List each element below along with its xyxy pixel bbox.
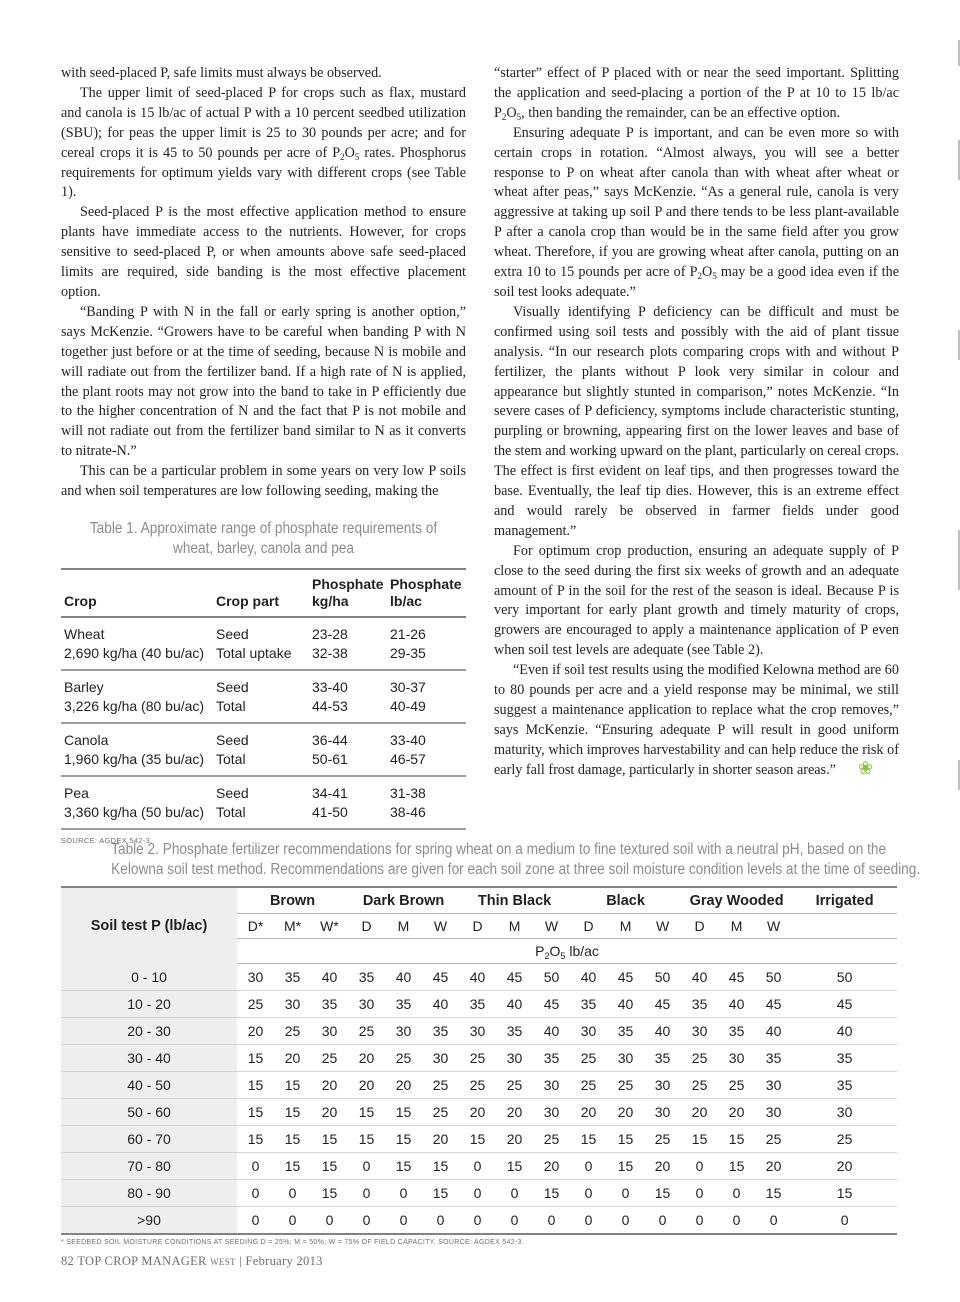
soil-test-range: 20 - 30 xyxy=(61,1018,237,1045)
cell-crop-part xyxy=(213,723,309,776)
rate-cell: 35 xyxy=(533,1045,570,1072)
rate-cell: 0 xyxy=(792,1207,897,1235)
rate-cell: 25 xyxy=(755,1126,792,1153)
rate-cell: 25 xyxy=(718,1072,755,1099)
rate-cell: 20 xyxy=(274,1045,311,1072)
rate-cell: 25 xyxy=(385,1045,422,1072)
rate-cell: 15 xyxy=(422,1180,459,1207)
table-1-source: SOURCE: AGDEX 542-3. xyxy=(61,836,153,845)
rate-cell: 50 xyxy=(644,964,681,991)
rate-cell: 0 xyxy=(274,1180,311,1207)
rate-cell: 25 xyxy=(422,1072,459,1099)
table-row xyxy=(61,617,466,670)
rate-cell: 0 xyxy=(607,1180,644,1207)
soil-test-range: 30 - 40 xyxy=(61,1045,237,1072)
rate-cell: 0 xyxy=(348,1153,385,1180)
moisture-header: W xyxy=(422,914,459,939)
rate-cell: 40 xyxy=(681,964,718,991)
rate-cell: 40 xyxy=(718,991,755,1018)
cell-crop xyxy=(61,723,213,776)
rate-cell: 0 xyxy=(422,1207,459,1235)
rate-cell: 25 xyxy=(570,1072,607,1099)
moisture-header: W* xyxy=(311,914,348,939)
crop-yield: 2,690 kg/ha (40 bu/ac) xyxy=(64,644,205,661)
table-row xyxy=(61,1153,897,1180)
rate-cell: 15 xyxy=(348,1126,385,1153)
maple-leaf-icon: ❀ xyxy=(857,757,874,778)
page-number: 82 xyxy=(61,1254,75,1268)
cell-crop-part xyxy=(213,670,309,723)
rate-cell: 40 xyxy=(644,1018,681,1045)
table-1-grid xyxy=(61,568,466,830)
rate-cell: 0 xyxy=(311,1207,348,1235)
rate-cell: 45 xyxy=(422,964,459,991)
paragraph: For optimum crop production, ensuring an adequate supply of P close to the seed during the first six weeks of growth and an adequate amount of P in the soil for the rest of the season is ideal. Because P is very important for early plant growth and timely maturity of crops, growers are encouraged to apply a maintenance application of P even when soil test levels are adequate (see Table 2). xyxy=(494,542,899,659)
soil-test-range: 10 - 20 xyxy=(61,991,237,1018)
rate-cell: 0 xyxy=(570,1180,607,1207)
cell-lbac xyxy=(387,670,466,723)
rate-cell: 25 xyxy=(792,1126,897,1153)
rate-cell: 15 xyxy=(681,1126,718,1153)
kgha-total: 44-53 xyxy=(312,697,348,714)
header-crop-part: Crop part xyxy=(216,593,279,609)
rate-cell: 30 xyxy=(385,1018,422,1045)
rate-cell: 50 xyxy=(533,964,570,991)
rate-cell: 0 xyxy=(274,1207,311,1235)
rate-cell: 20 xyxy=(792,1153,897,1180)
rate-cell: 20 xyxy=(422,1126,459,1153)
rate-cell: 35 xyxy=(644,1045,681,1072)
rate-cell: 25 xyxy=(422,1099,459,1126)
moisture-header: M xyxy=(496,914,533,939)
soil-test-range: 70 - 80 xyxy=(61,1153,237,1180)
kgha-total: 41-50 xyxy=(312,803,348,820)
rate-cell: 20 xyxy=(496,1099,533,1126)
rate-cell: 45 xyxy=(718,964,755,991)
table-row xyxy=(61,1072,897,1099)
paragraph: Visually identifying P deficiency can be difficult and must be confirmed using soil tests and possibly with the aid of plant tissue analysis. “In our research plots comparing crops with and without P fertilizer, the plants without P look very similar in colour and appearance but slightly stunted in comparison,” notes McKenzie. “In severe cases of P deficiency, symptoms include characteristic stunting, purpling or browning, appearing first on the lower leaves and base of the stem and working upward on the plant, particularly on cereal crops. The effect is first evident on leaf tips, and then progresses toward the base. Eventually, the leaf tip dies. However, this is an extreme effect and would rarely be observed in farmer fields under good management.” xyxy=(494,303,899,539)
cell-lbac xyxy=(387,723,466,776)
moisture-header: W xyxy=(755,914,792,939)
crop-part-total: Total uptake xyxy=(216,644,292,661)
crop-name: Barley xyxy=(64,679,104,695)
paragraph: with seed-placed P, safe limits must always be observed. xyxy=(61,65,382,81)
rate-cell: 0 xyxy=(570,1207,607,1235)
rate-cell: 0 xyxy=(681,1180,718,1207)
paragraph: “Banding P with N in the fall or early spring is another option,” says McKenzie. “Growers have to be careful when banding P with N together just before or at the time of seeding, because N is mobile and will radiate out from the fertilizer band. If a high rate of N is applied, the plant roots may not grow into the band to take in P efficiently due to the higher concentration of N and the fact that P is not mobile and will not radiate out from the fertilizer band similar to N as it converts to nitrate-N.” xyxy=(61,303,466,460)
crop-part-seed: Seed xyxy=(216,626,249,642)
header-crop: Crop xyxy=(64,593,97,609)
article-right-column xyxy=(494,64,899,781)
rate-cell: 30 xyxy=(644,1072,681,1099)
crop-part-total: Total xyxy=(216,750,246,767)
rate-cell: 35 xyxy=(348,964,385,991)
rate-cell: 20 xyxy=(533,1153,570,1180)
table-2-caption xyxy=(111,840,921,880)
paragraph: Seed-placed P is the most effective application method to ensure plants have immediate access to the nutrients. However, for crops sensitive to seed-placed P, or when amounts above safe seed-placed limits are required, side banding is the most effective placement option. xyxy=(61,204,466,300)
soil-test-range: 40 - 50 xyxy=(61,1072,237,1099)
rate-cell: 20 xyxy=(311,1072,348,1099)
soil-test-range: 50 - 60 xyxy=(61,1099,237,1126)
rate-cell: 15 xyxy=(385,1099,422,1126)
table-row xyxy=(61,1045,897,1072)
rate-cell: 0 xyxy=(459,1207,496,1235)
rate-cell: 35 xyxy=(607,1018,644,1045)
table-2-footnote: * SEEDBED SOIL MOISTURE CONDITIONS AT SEEDING D = 25%; M = 50%; W = 75% OF FIELD CAPACITY. SOURCE: AGDEX 542-3. xyxy=(61,1239,524,1246)
rate-cell: 45 xyxy=(496,964,533,991)
rate-cell: 45 xyxy=(644,991,681,1018)
rate-cell: 0 xyxy=(718,1207,755,1235)
rate-cell: 35 xyxy=(459,991,496,1018)
rate-cell: 15 xyxy=(718,1126,755,1153)
rate-cell: 25 xyxy=(681,1045,718,1072)
moisture-header: M* xyxy=(274,914,311,939)
rate-cell: 20 xyxy=(496,1126,533,1153)
rate-cell: 20 xyxy=(570,1099,607,1126)
unit-suffix: lb/ac xyxy=(565,943,599,959)
rate-cell: 15 xyxy=(570,1126,607,1153)
issue-date: February 2013 xyxy=(245,1254,323,1268)
rate-cell: 15 xyxy=(348,1099,385,1126)
cell-crop-part xyxy=(213,776,309,829)
caption-line: Kelowna soil test method. Recommendations are given for each soil zone at three soil moisture condition levels at the time of seeding. xyxy=(111,861,921,878)
rate-cell: 45 xyxy=(755,991,792,1018)
paragraph: The upper limit of seed-placed P for crops such as flax, mustard and canola is 15 lb/ac of actual P with a 10 percent seedbed utilization (SBU); for peas the upper limit is 25 to 30 pounds per acre; and for cereal crops it is 45 to 50 pounds per acre of $P_2O_5$ rates. Phosphorus requirements for optimum yields vary with different crops (see Table 1). xyxy=(61,84,466,201)
moisture-header: M xyxy=(385,914,422,939)
moisture-header: D xyxy=(348,914,385,939)
rate-cell: 45 xyxy=(792,991,897,1018)
rate-cell: 15 xyxy=(274,1072,311,1099)
rate-cell: 15 xyxy=(607,1153,644,1180)
table-row xyxy=(61,1018,897,1045)
rate-cell: 0 xyxy=(496,1180,533,1207)
rate-cell: 35 xyxy=(496,1018,533,1045)
rate-cell: 15 xyxy=(422,1153,459,1180)
magazine-name: TOP CROP MANAGER xyxy=(77,1254,207,1268)
lbac-total: 29-35 xyxy=(390,644,426,661)
rate-cell: 15 xyxy=(644,1180,681,1207)
rate-cell: 15 xyxy=(496,1153,533,1180)
moisture-header: D xyxy=(681,914,718,939)
rate-cell: 35 xyxy=(681,991,718,1018)
rate-cell: 30 xyxy=(459,1018,496,1045)
rate-cell: 35 xyxy=(274,964,311,991)
rate-cell: 0 xyxy=(755,1207,792,1235)
moisture-header: D* xyxy=(237,914,274,939)
rate-cell: 20 xyxy=(681,1099,718,1126)
rate-cell: 20 xyxy=(607,1099,644,1126)
rate-cell: 25 xyxy=(644,1126,681,1153)
rate-cell: 0 xyxy=(459,1180,496,1207)
rate-cell: 35 xyxy=(570,991,607,1018)
rate-cell: 20 xyxy=(718,1099,755,1126)
rate-cell: 0 xyxy=(681,1207,718,1235)
rate-cell: 15 xyxy=(237,1045,274,1072)
page-footer xyxy=(61,1254,323,1269)
cell-crop xyxy=(61,617,213,670)
moisture-header: D xyxy=(570,914,607,939)
unit-label xyxy=(237,939,897,964)
rate-cell: 30 xyxy=(533,1072,570,1099)
rate-cell: 15 xyxy=(274,1153,311,1180)
rate-cell: 45 xyxy=(533,991,570,1018)
rate-cell: 0 xyxy=(237,1207,274,1235)
rate-cell: 40 xyxy=(385,964,422,991)
rate-cell: 30 xyxy=(570,1018,607,1045)
table-row xyxy=(61,670,466,723)
cell-kgha xyxy=(309,670,387,723)
rate-cell: 15 xyxy=(718,1153,755,1180)
crop-part-seed: Seed xyxy=(216,785,249,801)
rate-cell: 40 xyxy=(570,964,607,991)
rate-cell: 0 xyxy=(681,1153,718,1180)
rate-cell: 20 xyxy=(644,1153,681,1180)
table-row xyxy=(61,723,466,776)
rate-cell: 35 xyxy=(792,1072,897,1099)
moisture-header: D xyxy=(459,914,496,939)
rate-cell: 25 xyxy=(459,1072,496,1099)
rate-cell: 30 xyxy=(718,1045,755,1072)
rate-cell: 30 xyxy=(755,1072,792,1099)
table-row xyxy=(61,1207,897,1235)
rate-cell: 20 xyxy=(459,1099,496,1126)
soil-test-range: 80 - 90 xyxy=(61,1180,237,1207)
zone-header-row xyxy=(61,887,897,914)
rate-cell: 20 xyxy=(348,1045,385,1072)
soil-test-range: 60 - 70 xyxy=(61,1126,237,1153)
kgha-total: 32-38 xyxy=(312,644,348,661)
rate-cell: 20 xyxy=(348,1072,385,1099)
rate-cell: 0 xyxy=(607,1207,644,1235)
rate-cell: 30 xyxy=(681,1018,718,1045)
rate-cell: 25 xyxy=(496,1072,533,1099)
rate-cell: 30 xyxy=(274,991,311,1018)
moisture-header: M xyxy=(607,914,644,939)
rate-cell: 0 xyxy=(459,1153,496,1180)
moisture-header: W xyxy=(644,914,681,939)
rate-cell: 30 xyxy=(237,964,274,991)
unit-sub: 2 xyxy=(544,951,550,961)
zone-header: Dark Brown xyxy=(348,887,459,914)
rate-cell: 25 xyxy=(681,1072,718,1099)
rate-cell: 30 xyxy=(607,1045,644,1072)
rate-cell: 0 xyxy=(237,1153,274,1180)
crop-yield: 3,360 kg/ha (50 bu/ac) xyxy=(64,803,205,820)
rate-cell: 35 xyxy=(718,1018,755,1045)
cell-lbac xyxy=(387,617,466,670)
rate-cell: 15 xyxy=(607,1126,644,1153)
cell-kgha xyxy=(309,723,387,776)
crop-yield: 1,960 kg/ha (35 bu/ac) xyxy=(64,750,205,767)
zone-header: Gray Wooded xyxy=(681,887,792,914)
table-row xyxy=(61,776,466,829)
rate-cell: 0 xyxy=(348,1207,385,1235)
zone-header: Thin Black xyxy=(459,887,570,914)
rate-cell: 15 xyxy=(311,1180,348,1207)
crop-part-seed: Seed xyxy=(216,679,249,695)
rate-cell: 25 xyxy=(459,1045,496,1072)
lbac-total: 46-57 xyxy=(390,750,426,767)
caption-line: wheat, barley, canola and pea xyxy=(172,540,354,557)
cell-crop xyxy=(61,670,213,723)
rate-cell: 30 xyxy=(496,1045,533,1072)
rate-cell: 0 xyxy=(237,1180,274,1207)
rate-cell: 15 xyxy=(237,1126,274,1153)
rate-cell: 40 xyxy=(311,964,348,991)
moisture-header-blank xyxy=(792,914,897,939)
rate-cell: 20 xyxy=(385,1072,422,1099)
header-phosphate-lbac: Phosphate lb/ac xyxy=(390,576,462,609)
table-row xyxy=(61,991,897,1018)
rate-cell: 0 xyxy=(385,1207,422,1235)
table-2 xyxy=(61,840,921,1246)
rate-cell: 30 xyxy=(311,1018,348,1045)
rate-cell: 15 xyxy=(237,1099,274,1126)
crop-name: Pea xyxy=(64,785,89,801)
rate-cell: 35 xyxy=(792,1045,897,1072)
rate-cell: 15 xyxy=(274,1126,311,1153)
table-header-row xyxy=(61,569,466,617)
cell-crop xyxy=(61,776,213,829)
kgha-seed: 33-40 xyxy=(312,679,348,695)
rate-cell: 20 xyxy=(237,1018,274,1045)
rate-cell: 15 xyxy=(311,1126,348,1153)
rate-cell: 30 xyxy=(755,1099,792,1126)
crop-part-seed: Seed xyxy=(216,732,249,748)
kgha-total: 50-61 xyxy=(312,750,348,767)
rate-cell: 0 xyxy=(348,1180,385,1207)
rate-cell: 0 xyxy=(570,1153,607,1180)
rate-cell: 0 xyxy=(533,1207,570,1235)
unit-prefix: P xyxy=(535,943,545,959)
rate-cell: 15 xyxy=(792,1180,897,1207)
lbac-total: 38-46 xyxy=(390,803,426,820)
rate-cell: 20 xyxy=(755,1153,792,1180)
rate-cell: 0 xyxy=(385,1180,422,1207)
rate-cell: 15 xyxy=(459,1126,496,1153)
article-left-column xyxy=(61,64,466,502)
rate-cell: 40 xyxy=(607,991,644,1018)
rate-cell: 15 xyxy=(385,1153,422,1180)
table-row xyxy=(61,1126,897,1153)
rate-cell: 30 xyxy=(348,991,385,1018)
footer-separator: | xyxy=(239,1254,243,1268)
moisture-header: W xyxy=(533,914,570,939)
rate-cell: 0 xyxy=(496,1207,533,1235)
rate-cell: 25 xyxy=(570,1045,607,1072)
cell-crop-part xyxy=(213,617,309,670)
rate-cell: 35 xyxy=(755,1045,792,1072)
cell-kgha xyxy=(309,776,387,829)
paragraph: Ensuring adequate P is important, and can be even more so with certain crops in rotation. “Almost always, you will see a better response to P on wheat after canola than with wheat after wheat or wheat after peas,” says McKenzie. “As a general rule, canola is very aggressive at taking up soil P and there tends to be less plant-available P after a canola crop than would be in the same field after you grow wheat. Therefore, if you are growing wheat after canola, putting on an extra 10 to 15 pounds per acre of $P_2O_5$ may be a good idea even if the soil test looks adequate.” xyxy=(494,124,899,300)
rate-cell: 15 xyxy=(533,1180,570,1207)
unit-mid: O xyxy=(549,943,561,959)
lbac-total: 40-49 xyxy=(390,697,426,714)
edition-label: WEST xyxy=(210,1257,236,1267)
rate-cell: 25 xyxy=(533,1126,570,1153)
rate-cell: 20 xyxy=(311,1099,348,1126)
rate-cell: 25 xyxy=(607,1072,644,1099)
rate-cell: 15 xyxy=(385,1126,422,1153)
rate-cell: 25 xyxy=(348,1018,385,1045)
rate-cell: 15 xyxy=(311,1153,348,1180)
lbac-seed: 30-37 xyxy=(390,679,426,695)
rate-cell: 30 xyxy=(422,1045,459,1072)
rate-cell: 30 xyxy=(533,1099,570,1126)
rate-cell: 0 xyxy=(644,1207,681,1235)
paragraph: “Even if soil test results using the modified Kelowna method are 60 to 80 pounds per acre and a yield response may be minimal, we still suggest a maintenance application to replace what the crop removes,” says McKenzie. “Ensuring adequate P will result in good uniform maturity, which improves harvestability and can help reduce the risk of early fall frost damage, particularly in shorter season areas.” ❀ xyxy=(494,662,899,778)
table-1 xyxy=(61,519,466,845)
header-phosphate-kgha: Phosphate kg/ha xyxy=(312,576,384,609)
table-row xyxy=(61,1180,897,1207)
unit-sub: 5 xyxy=(560,951,566,961)
zone-header: Brown xyxy=(237,887,348,914)
rate-cell: 40 xyxy=(496,991,533,1018)
crop-part-total: Total xyxy=(216,803,246,820)
lbac-seed: 33-40 xyxy=(390,732,426,748)
row-header-soil-test: Soil test P (lb/ac) xyxy=(61,887,237,964)
rate-cell: 40 xyxy=(422,991,459,1018)
rate-cell: 25 xyxy=(311,1045,348,1072)
cell-kgha xyxy=(309,617,387,670)
lbac-seed: 21-26 xyxy=(390,626,426,642)
lbac-seed: 31-38 xyxy=(390,785,426,801)
rate-cell: 50 xyxy=(792,964,897,991)
caption-line: Table 1. Approximate range of phosphate requirements of xyxy=(89,520,438,537)
rate-cell: 15 xyxy=(237,1072,274,1099)
table-row xyxy=(61,964,897,991)
rate-cell: 25 xyxy=(274,1018,311,1045)
rate-cell: 35 xyxy=(422,1018,459,1045)
cell-lbac xyxy=(387,776,466,829)
crop-name: Canola xyxy=(64,732,109,748)
crop-yield: 3,226 kg/ha (80 bu/ac) xyxy=(64,697,205,714)
soil-test-range: 0 - 10 xyxy=(61,964,237,991)
crop-part-total: Total xyxy=(216,697,246,714)
zone-header: Black xyxy=(570,887,681,914)
rate-cell: 15 xyxy=(755,1180,792,1207)
rate-cell: 40 xyxy=(792,1018,897,1045)
rate-cell: 15 xyxy=(274,1099,311,1126)
kgha-seed: 34-41 xyxy=(312,785,348,801)
kgha-seed: 23-28 xyxy=(312,626,348,642)
paragraph: This can be a particular problem in some years on very low P soils and when soil temperatures are low following seeding, making the xyxy=(61,463,466,500)
moisture-header: M xyxy=(718,914,755,939)
kgha-seed: 36-44 xyxy=(312,732,348,748)
crop-name: Wheat xyxy=(64,626,105,642)
zone-header: Irrigated xyxy=(792,887,897,914)
rate-cell: 25 xyxy=(237,991,274,1018)
table-row xyxy=(61,1099,897,1126)
table-1-caption xyxy=(85,519,441,559)
rate-cell: 40 xyxy=(755,1018,792,1045)
table-2-grid xyxy=(61,886,897,1235)
rate-cell: 0 xyxy=(718,1180,755,1207)
rate-cell: 40 xyxy=(459,964,496,991)
rate-cell: 35 xyxy=(311,991,348,1018)
rate-cell: 30 xyxy=(644,1099,681,1126)
paragraph: “starter” effect of P placed with or near the seed important. Splitting the application and seed-placing a portion of the P at 10 to 15 lb/ac $P_2O_5$, then banding the remainder, can be an effective option. xyxy=(494,65,899,122)
rate-cell: 30 xyxy=(792,1099,897,1126)
rate-cell: 35 xyxy=(385,991,422,1018)
soil-test-range: >90 xyxy=(61,1207,237,1235)
rate-cell: 45 xyxy=(607,964,644,991)
caption-line: Table 2. Phosphate fertilizer recommendations for spring wheat on a medium to fine textured soil with a neutral pH, based on the xyxy=(111,841,887,858)
rate-cell: 40 xyxy=(533,1018,570,1045)
rate-cell: 50 xyxy=(755,964,792,991)
